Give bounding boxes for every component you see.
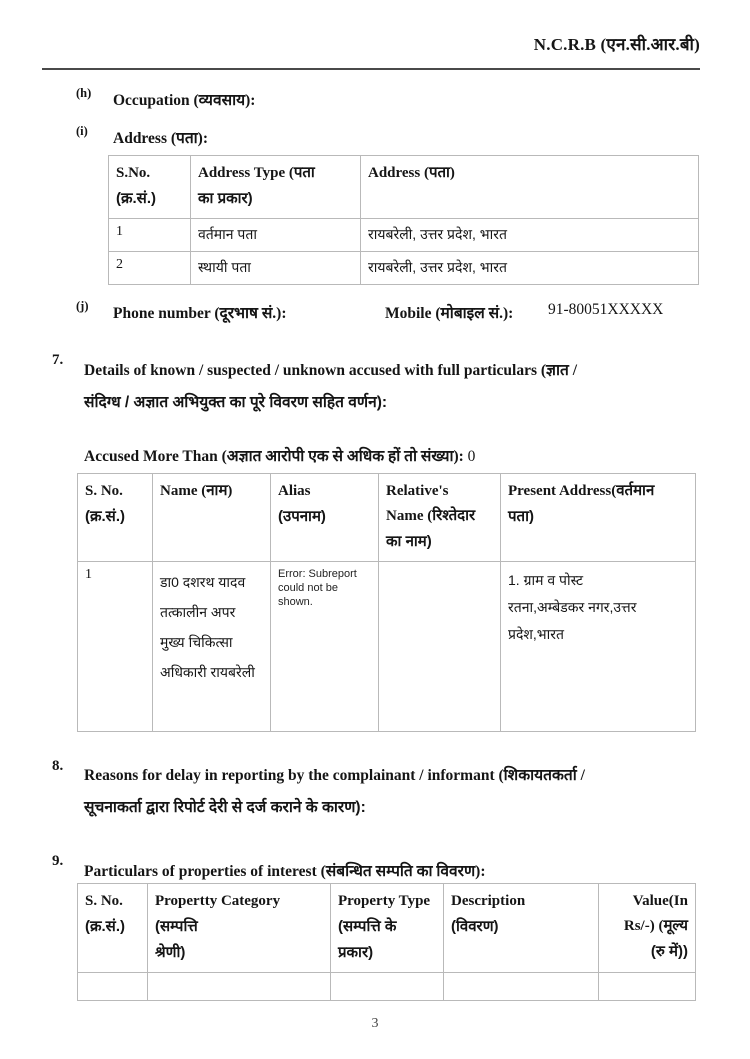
properties-row-description xyxy=(444,973,599,1001)
properties-col-type-line3: प्रकार) xyxy=(338,944,374,961)
properties-row-category xyxy=(148,973,331,1001)
accused-col-name-line1: Name (नाम) xyxy=(160,483,233,499)
section-8-title xyxy=(84,760,704,824)
address-col-type-line2: का प्रकार) xyxy=(198,190,253,207)
accused-table xyxy=(77,473,696,732)
properties-table xyxy=(77,883,696,1001)
accused-col-alias xyxy=(271,474,379,562)
address-row-address: रायबरेली, उत्तर प्रदेश, भारत xyxy=(361,252,699,285)
section-8-title-line1: Reasons for delay in reporting by the complainant / informant (शिकायतकर्ता / xyxy=(84,767,585,784)
properties-col-value xyxy=(599,884,696,973)
phone-label: Phone number (दूरभाष सं.): xyxy=(113,305,287,322)
table-row xyxy=(78,562,696,732)
properties-table-header-row xyxy=(78,884,696,973)
properties-col-type xyxy=(331,884,444,973)
properties-col-type-line2: (सम्पत्ति के xyxy=(338,918,397,935)
accused-table-header-row xyxy=(78,474,696,562)
properties-col-category xyxy=(148,884,331,973)
address-row-sno: 1 xyxy=(109,219,191,252)
page-title: N.C.R.B (एन.सी.आर.बी) xyxy=(533,35,700,54)
properties-col-category-line3: श्रेणी) xyxy=(155,944,186,961)
occupation-item-letter: (h) xyxy=(76,86,92,100)
accused-row-sno: 1 xyxy=(78,562,153,732)
accused-col-present-address-line2: पता) xyxy=(508,508,534,525)
table-row xyxy=(109,252,699,285)
accused-col-sno-line1: S. No. xyxy=(85,483,123,499)
accused-row-name: डा0 दशरथ यादव तत्कालीन अपर मुख्य चिकित्सा अधिकारी रायबरेली xyxy=(153,562,271,732)
mobile-value: 91-80051XXXXX xyxy=(548,301,664,318)
accused-row-alias-error: Error: Subreport could not be shown. xyxy=(271,562,379,732)
page-number: 3 xyxy=(371,1016,379,1031)
properties-col-sno xyxy=(78,884,148,973)
accused-col-name xyxy=(153,474,271,562)
properties-col-category-line1: Propertty Category xyxy=(155,893,281,909)
accused-more-than-label: Accused More Than (अज्ञात आरोपी एक से अधिक हों तो संख्या): xyxy=(84,448,464,465)
table-row xyxy=(109,219,699,252)
properties-col-value-line3: (रु में)) xyxy=(650,943,688,960)
accused-row-present-address xyxy=(501,562,696,732)
accused-col-sno xyxy=(78,474,153,562)
properties-row-value xyxy=(599,973,696,1001)
accused-col-relative xyxy=(379,474,501,562)
properties-col-value-line1: Value(In xyxy=(632,893,688,909)
address-col-sno-line1: S.No. xyxy=(116,165,151,181)
address-row-sno: 2 xyxy=(109,252,191,285)
table-row xyxy=(78,973,696,1001)
section-8-number: 8. xyxy=(52,758,64,774)
properties-row-sno xyxy=(78,973,148,1001)
accused-present-address-line1: 1. ग्राम व पोस्ट xyxy=(508,572,584,588)
section-7-number: 7. xyxy=(52,352,64,368)
accused-more-than-value: 0 xyxy=(467,448,476,465)
section-7-title xyxy=(84,355,699,419)
header-divider xyxy=(42,68,700,70)
accused-col-alias-line1: Alias xyxy=(278,483,311,499)
section-8-title-line2: सूचनाकर्ता द्वारा रिपोर्ट देरी से दर्ज कराने के कारण): xyxy=(84,799,366,816)
address-col-address-line1: Address (पता) xyxy=(368,165,455,181)
address-label: Address (पता): xyxy=(113,130,208,147)
accused-col-present-address xyxy=(501,474,696,562)
accused-col-sno-line2: (क्र.सं.) xyxy=(85,508,125,525)
address-col-type-line1: Address Type (पता xyxy=(198,165,315,181)
properties-col-sno-line1: S. No. xyxy=(85,893,123,909)
accused-col-alias-line2: (उपनाम) xyxy=(278,508,326,525)
section-9-title: Particulars of properties of interest (संबन्धित सम्पति का विवरण): xyxy=(84,863,486,880)
address-col-sno-line2: (क्र.सं.) xyxy=(116,190,156,207)
properties-row-type xyxy=(331,973,444,1001)
properties-col-description xyxy=(444,884,599,973)
section-7-title-line1: Details of known / suspected / unknown accused with full particulars (ज्ञात / xyxy=(84,362,578,379)
address-row-type: स्थायी पता xyxy=(191,252,361,285)
address-row-type: वर्तमान पता xyxy=(191,219,361,252)
section-9-number: 9. xyxy=(52,853,64,869)
occupation-label: Occupation (व्यवसाय): xyxy=(113,92,256,109)
address-col-sno xyxy=(109,156,191,219)
accused-col-present-address-line1: Present Address(वर्तमान xyxy=(508,483,655,499)
properties-col-description-line2: (विवरण) xyxy=(451,918,499,935)
accused-col-relative-line2: Name (रिश्तेदार xyxy=(386,508,476,524)
accused-col-relative-line3: का नाम) xyxy=(386,533,432,550)
accused-present-address-line2: रतना,अम्बेडकर नगर,उत्तर xyxy=(508,599,637,615)
accused-row-relative xyxy=(379,562,501,732)
accused-present-address-line3: प्रदेश,भारत xyxy=(508,626,564,642)
address-row-address: रायबरेली, उत्तर प्रदेश, भारत xyxy=(361,219,699,252)
properties-col-value-line2: Rs/-) (मूल्य xyxy=(623,918,688,934)
address-table-header-row xyxy=(109,156,699,219)
address-col-type xyxy=(191,156,361,219)
address-item-letter: (i) xyxy=(76,124,88,138)
address-col-address xyxy=(361,156,699,219)
mobile-label: Mobile (मोबाइल सं.): xyxy=(385,305,514,322)
accused-more-than xyxy=(84,441,475,473)
section-7-title-line2: संदिग्ध / अज्ञात अभियुक्त का पूरे विवरण सहित वर्णन): xyxy=(84,394,388,411)
address-table xyxy=(108,155,699,285)
properties-col-sno-line2: (क्र.सं.) xyxy=(85,918,125,935)
phone-item-letter: (j) xyxy=(76,299,89,313)
properties-col-description-line1: Description xyxy=(451,893,526,909)
properties-col-category-line2: (सम्पत्ति xyxy=(155,918,198,935)
accused-col-relative-line1: Relative's xyxy=(386,483,449,499)
properties-col-type-line1: Property Type xyxy=(338,893,431,909)
